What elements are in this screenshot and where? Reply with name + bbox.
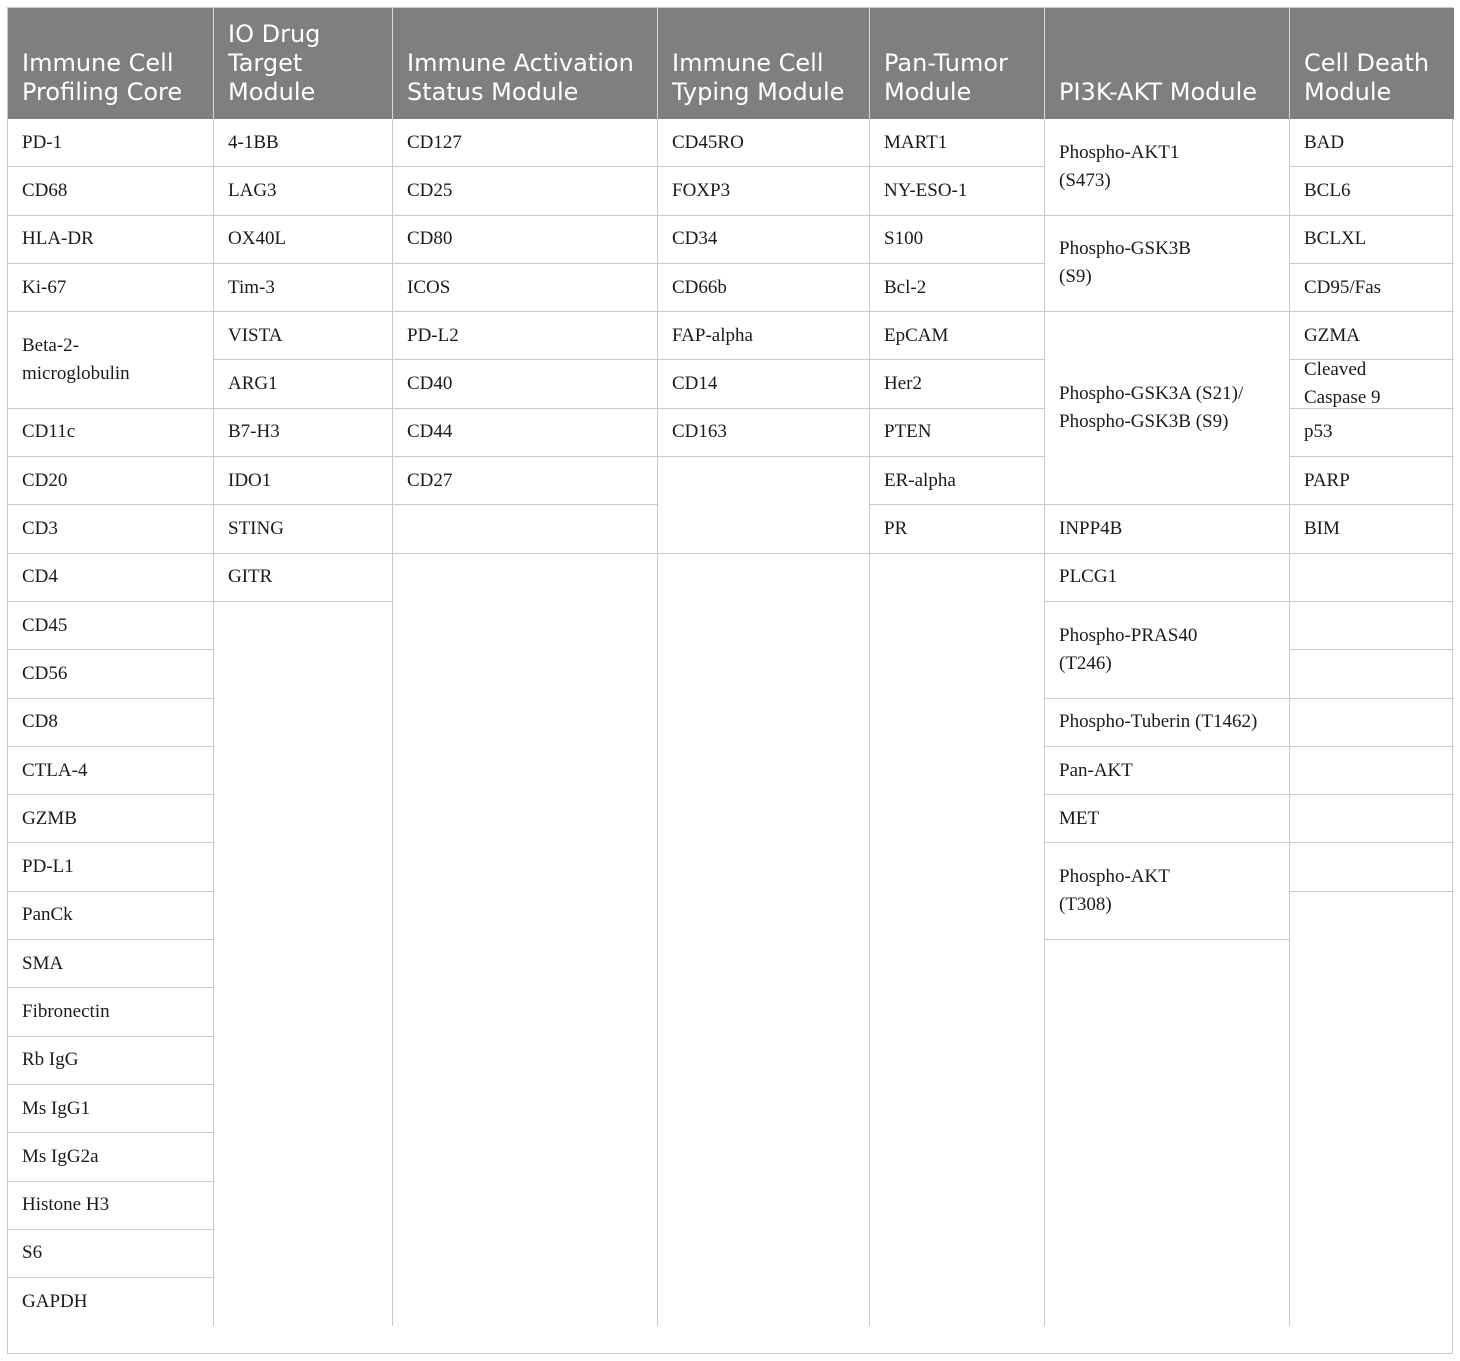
table-cell: BIM	[1290, 505, 1454, 553]
cell-label: Phospho-GSK3B (S9)	[1059, 238, 1191, 288]
table-cell: INPP4B	[1045, 505, 1290, 553]
table-cell: CD80	[393, 216, 658, 264]
table-cell: Tim-3	[214, 264, 393, 312]
table-cell: CD14	[658, 360, 870, 408]
table-cell: CD45RO	[658, 119, 870, 167]
table-cell: Rb IgG	[8, 1037, 214, 1085]
header-immune-activation-status-module	[393, 8, 658, 119]
cell-label: Phospho-PRAS40 (T246)	[1059, 624, 1198, 674]
empty-cell	[1290, 602, 1454, 650]
table-cell: EpCAM	[870, 312, 1045, 360]
table-cell: OX40L	[214, 216, 393, 264]
table-cell: Her2	[870, 360, 1045, 408]
table-cell: CD163	[658, 409, 870, 457]
table-cell: PanCk	[8, 892, 214, 940]
table-cell: PD-1	[8, 119, 214, 167]
table-cell: ARG1	[214, 360, 393, 408]
table-cell: CD66b	[658, 264, 870, 312]
table-cell: PD-L2	[393, 312, 658, 360]
table-cell: NY-ESO-1	[870, 167, 1045, 215]
table-cell: BCL6	[1290, 167, 1454, 215]
empty-cell	[1290, 699, 1454, 747]
table-cell	[1045, 312, 1290, 505]
cell-label: Phospho-AKT1 (S473)	[1059, 141, 1180, 191]
header-label: Immune Cell Typing Module	[672, 49, 845, 106]
table-cell: CD11c	[8, 409, 214, 457]
empty-cell	[1045, 940, 1290, 1326]
cell-label: Cleaved Caspase 9	[1304, 359, 1381, 409]
table-cell: p53	[1290, 409, 1454, 457]
table-cell: CD40	[393, 360, 658, 408]
header-immune-cell-typing-module	[658, 8, 870, 119]
table-cell: Fibronectin	[8, 988, 214, 1036]
table-cell: S6	[8, 1230, 214, 1278]
table-cell	[1045, 602, 1290, 699]
empty-cell	[1290, 843, 1454, 891]
header-pi3k-akt-module	[1045, 8, 1290, 119]
header-cell-death-module	[1290, 8, 1454, 119]
table-cell: Pan-AKT	[1045, 747, 1290, 795]
table-cell: Histone H3	[8, 1182, 214, 1230]
table-cell: CTLA-4	[8, 747, 214, 795]
header-label: Cell Death Module	[1304, 49, 1430, 106]
table-cell: ICOS	[393, 264, 658, 312]
header-label: Immune Cell Profiling Core	[22, 49, 183, 106]
table-cell: PD-L1	[8, 843, 214, 891]
table-cell: S100	[870, 216, 1045, 264]
table-cell: B7-H3	[214, 409, 393, 457]
table-cell: HLA-DR	[8, 216, 214, 264]
table-cell: CD3	[8, 505, 214, 553]
table-cell: GAPDH	[8, 1278, 214, 1326]
table-cell: BAD	[1290, 119, 1454, 167]
table-cell: STING	[214, 505, 393, 553]
table-cell: CD95/Fas	[1290, 264, 1454, 312]
table-cell	[1045, 216, 1290, 313]
empty-cell	[1290, 650, 1454, 698]
table-cell: CD127	[393, 119, 658, 167]
header-label: PI3K-AKT Module	[1059, 78, 1258, 106]
table-cell: LAG3	[214, 167, 393, 215]
table-cell: 4-1BB	[214, 119, 393, 167]
table-cell: CD4	[8, 554, 214, 602]
table-cell: PARP	[1290, 457, 1454, 505]
table-cell: CD56	[8, 650, 214, 698]
table-cell	[8, 312, 214, 409]
empty-cell	[393, 554, 658, 1327]
marker-table	[7, 7, 1453, 1354]
empty-cell	[658, 554, 870, 1327]
table-cell: PTEN	[870, 409, 1045, 457]
table-cell	[1045, 843, 1290, 940]
table-cell: VISTA	[214, 312, 393, 360]
table-cell: Phospho-Tuberin (T1462)	[1045, 699, 1290, 747]
table-cell: BCLXL	[1290, 216, 1454, 264]
table-cell: CD44	[393, 409, 658, 457]
header-io-drug-target-module	[214, 8, 393, 119]
table-cell: MART1	[870, 119, 1045, 167]
table-cell: PR	[870, 505, 1045, 553]
table-cell: GZMB	[8, 795, 214, 843]
table-cell: Bcl-2	[870, 264, 1045, 312]
header-label: Immune Activation Status Module	[407, 49, 634, 106]
table-cell: CD25	[393, 167, 658, 215]
empty-cell	[393, 505, 658, 553]
table-cell: SMA	[8, 940, 214, 988]
cell-label: Beta-2- microglobulin	[22, 334, 130, 384]
header-immune-cell-profiling-core	[8, 8, 214, 119]
empty-cell	[1290, 892, 1454, 1327]
empty-cell	[870, 554, 1045, 1327]
table-cell: CD68	[8, 167, 214, 215]
header-label: Pan-Tumor Module	[884, 49, 1008, 106]
cell-label: Phospho-GSK3A (S21)/ Phospho-GSK3B (S9)	[1059, 383, 1244, 433]
table-cell: Ms IgG2a	[8, 1133, 214, 1181]
table-cell: FAP-alpha	[658, 312, 870, 360]
table-cell: CD20	[8, 457, 214, 505]
empty-cell	[1290, 747, 1454, 795]
table-cell	[1045, 119, 1290, 216]
table-cell: Ki-67	[8, 264, 214, 312]
cell-label: Phospho-AKT (T308)	[1059, 866, 1170, 916]
table-cell: CD34	[658, 216, 870, 264]
table-cell: IDO1	[214, 457, 393, 505]
empty-cell	[1290, 795, 1454, 843]
empty-cell	[1290, 554, 1454, 602]
header-pan-tumor-module	[870, 8, 1045, 119]
table-cell: PLCG1	[1045, 554, 1290, 602]
table-cell: MET	[1045, 795, 1290, 843]
table-cell: CD27	[393, 457, 658, 505]
table-cell	[1290, 360, 1454, 408]
table-cell: Ms IgG1	[8, 1085, 214, 1133]
table-cell: GZMA	[1290, 312, 1454, 360]
header-label: IO Drug Target Module	[228, 20, 321, 106]
empty-cell	[214, 602, 393, 1326]
table-cell: CD8	[8, 699, 214, 747]
table-cell: FOXP3	[658, 167, 870, 215]
table-cell: ER-alpha	[870, 457, 1045, 505]
table-cell: GITR	[214, 554, 393, 602]
empty-cell	[658, 457, 870, 554]
table-cell: CD45	[8, 602, 214, 650]
